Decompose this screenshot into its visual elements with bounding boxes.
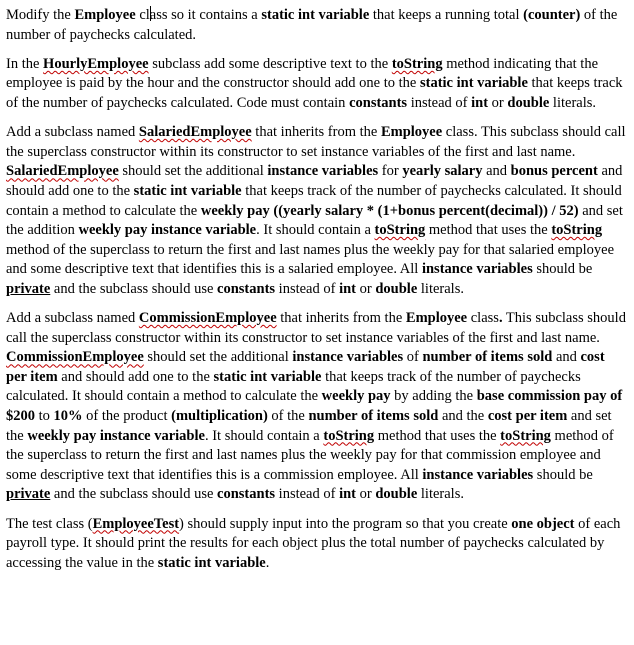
bold-term: toString — [500, 427, 551, 444]
text-run: literals. — [417, 486, 464, 503]
bold-term: HourlyEmployee — [43, 55, 149, 72]
bold-term: toString — [323, 427, 375, 444]
text-run: and the subclass should use — [50, 486, 218, 503]
text-run: instead of — [407, 94, 472, 111]
text-run: instead of — [275, 486, 340, 503]
text-run: Add a subclass named — [6, 124, 139, 141]
bold-term: instance variables — [267, 163, 379, 180]
bold-term: base commission pay of $200 — [6, 388, 623, 425]
bold-term: SalariedEmployee — [138, 124, 252, 141]
text-run: This subclass should call the superclass constructor within its constructor to set instance variables of the first and last name. — [6, 310, 626, 346]
text-run: should set the additional — [118, 163, 268, 180]
text-run: instead of — [275, 280, 340, 297]
text-run: The test class ( — [6, 515, 93, 532]
text-run: that keeps track of the number of paychecks calculated. Code must contain — [6, 75, 623, 111]
text-run: class — [467, 310, 499, 327]
text-run: method indicating that the employee is paid by the hour and the constructor should add one to the — [6, 55, 598, 92]
bold-term: Employee — [380, 124, 443, 141]
bold-term: weekly pay instance variable — [27, 427, 205, 444]
text-run: method of the superclass to return the first and last names plus the weekly pay for that salaried employee and some descriptive text that identifies this is a salaried employee. All — [6, 241, 615, 278]
paragraph-employee-test — [6, 515, 628, 574]
bold-term: instance variables — [292, 349, 404, 366]
text-run: and should add one to the — [6, 163, 623, 199]
bold-term: int — [339, 486, 356, 503]
text-run: method that uses the — [374, 427, 501, 444]
text-run: or — [356, 486, 376, 503]
text-run: and — [552, 349, 581, 366]
text-run: Modify the — [6, 7, 75, 23]
bold-term: weekly pay ((yearly salary * (1+bonus percent(decimal)) / 52) — [200, 202, 579, 219]
bold-term: private — [6, 280, 51, 297]
paragraph-modify-employee — [6, 6, 628, 45]
text-run: to — [35, 408, 54, 425]
bold-term: toString — [374, 222, 426, 239]
bold-term: toString — [551, 222, 603, 239]
text-run: class. This subclass should call the superclass constructor within its constructor to set instance variables of the first and last name. — [6, 124, 626, 160]
bold-term: CommissionEmployee — [138, 310, 277, 327]
bold-term: bonus percent — [510, 163, 598, 180]
bold-term: int — [471, 94, 489, 111]
paragraph-salaried-employee — [6, 123, 628, 299]
bold-term: cost per item — [6, 349, 605, 385]
paragraph-hourly-employee — [6, 55, 628, 114]
text-run: and the — [438, 408, 488, 425]
text-run: should set the additional — [143, 349, 293, 366]
text-run: or — [488, 94, 508, 111]
text-run: ass so it contains a — [149, 7, 262, 23]
bold-term: static int variable — [213, 368, 322, 385]
bold-term: yearly salary — [402, 163, 483, 180]
bold-term: constants — [217, 280, 276, 297]
text-run: . It should contain a — [204, 427, 324, 444]
text-run: literals. — [549, 94, 597, 111]
text-run: of the number of paychecks calculated. — [6, 7, 618, 43]
text-run: of — [403, 349, 423, 366]
text-run: and — [482, 163, 511, 180]
text-run: or — [356, 280, 376, 297]
bold-term: weekly pay instance variable — [78, 222, 257, 239]
bold-term: number of items sold — [422, 349, 553, 366]
text-run: that inherits from the — [276, 310, 406, 327]
text-run: and set the — [6, 408, 612, 444]
bold-term: static int variable — [261, 7, 370, 23]
bold-term: (counter) — [523, 7, 581, 23]
bold-term: static int variable — [133, 182, 242, 199]
text-run: ) should supply input into the program so that you create — [179, 515, 512, 532]
bold-term: SalariedEmployee — [6, 163, 119, 180]
bold-term: instance variables — [422, 466, 534, 483]
text-run: that keeps track of the number of paychecks calculated. It should contain a method to calculate the — [6, 368, 581, 405]
text-run: . It should contain a — [256, 222, 375, 239]
bold-term: (multiplication) — [171, 408, 268, 425]
bold-term: toString — [391, 55, 443, 72]
bold-term: Employee — [74, 7, 136, 23]
text-run: for — [378, 163, 403, 180]
bold-term: number of items sold — [308, 408, 439, 425]
bold-term: 10% — [53, 408, 83, 425]
text-run: should be — [532, 261, 593, 278]
text-run: In the — [6, 55, 44, 72]
bold-term: weekly pay — [321, 388, 391, 405]
paragraph-commission-employee — [6, 309, 628, 505]
text-run: Add a subclass named — [6, 310, 139, 327]
text-run: that inherits from the — [251, 124, 381, 141]
bold-term: constants — [349, 94, 408, 111]
text-run: cl — [135, 7, 150, 23]
bold-term: static int variable — [157, 554, 266, 571]
bold-term: CommissionEmployee — [6, 349, 144, 366]
bold-term: . — [498, 310, 503, 327]
text-run: that keeps track of the number of paychecks calculated. It should contain a method to calculate the — [6, 182, 622, 219]
text-run: that keeps a running total — [369, 7, 524, 23]
text-run: subclass add some descriptive text to the — [148, 55, 392, 72]
text-run: . — [265, 554, 270, 571]
bold-term: EmployeeTest — [92, 515, 180, 532]
text-run: and the subclass should use — [50, 280, 218, 297]
bold-term: cost per item — [487, 408, 568, 425]
text-run: and set the addition — [6, 202, 623, 239]
text-run: method that uses the — [425, 222, 552, 239]
bold-term: instance variables — [421, 261, 533, 278]
bold-term: double — [375, 486, 418, 503]
text-run: of the — [267, 408, 309, 425]
text-run: of the product — [82, 408, 172, 425]
text-run: by adding the — [390, 388, 477, 405]
bold-term: int — [339, 280, 356, 297]
text-run: and should add one to the — [57, 368, 214, 385]
bold-term: double — [375, 280, 418, 297]
text-run: literals. — [417, 280, 464, 297]
text-run: method of the superclass to return the first and last names plus the weekly pay for that commission employee and some descriptive text that identifies this is a commission employee. All — [6, 427, 614, 483]
bold-term: private — [6, 486, 51, 503]
text-run: of each payroll type. It should print the results for each object plus the total number of paychecks calculated by accessing the value in the — [6, 515, 621, 571]
bold-term: one object — [511, 515, 575, 532]
bold-term: Employee — [405, 310, 468, 327]
bold-term: constants — [217, 486, 276, 503]
bold-term: double — [507, 94, 550, 111]
text-run: should be — [533, 466, 593, 483]
bold-term: static int variable — [419, 75, 528, 92]
